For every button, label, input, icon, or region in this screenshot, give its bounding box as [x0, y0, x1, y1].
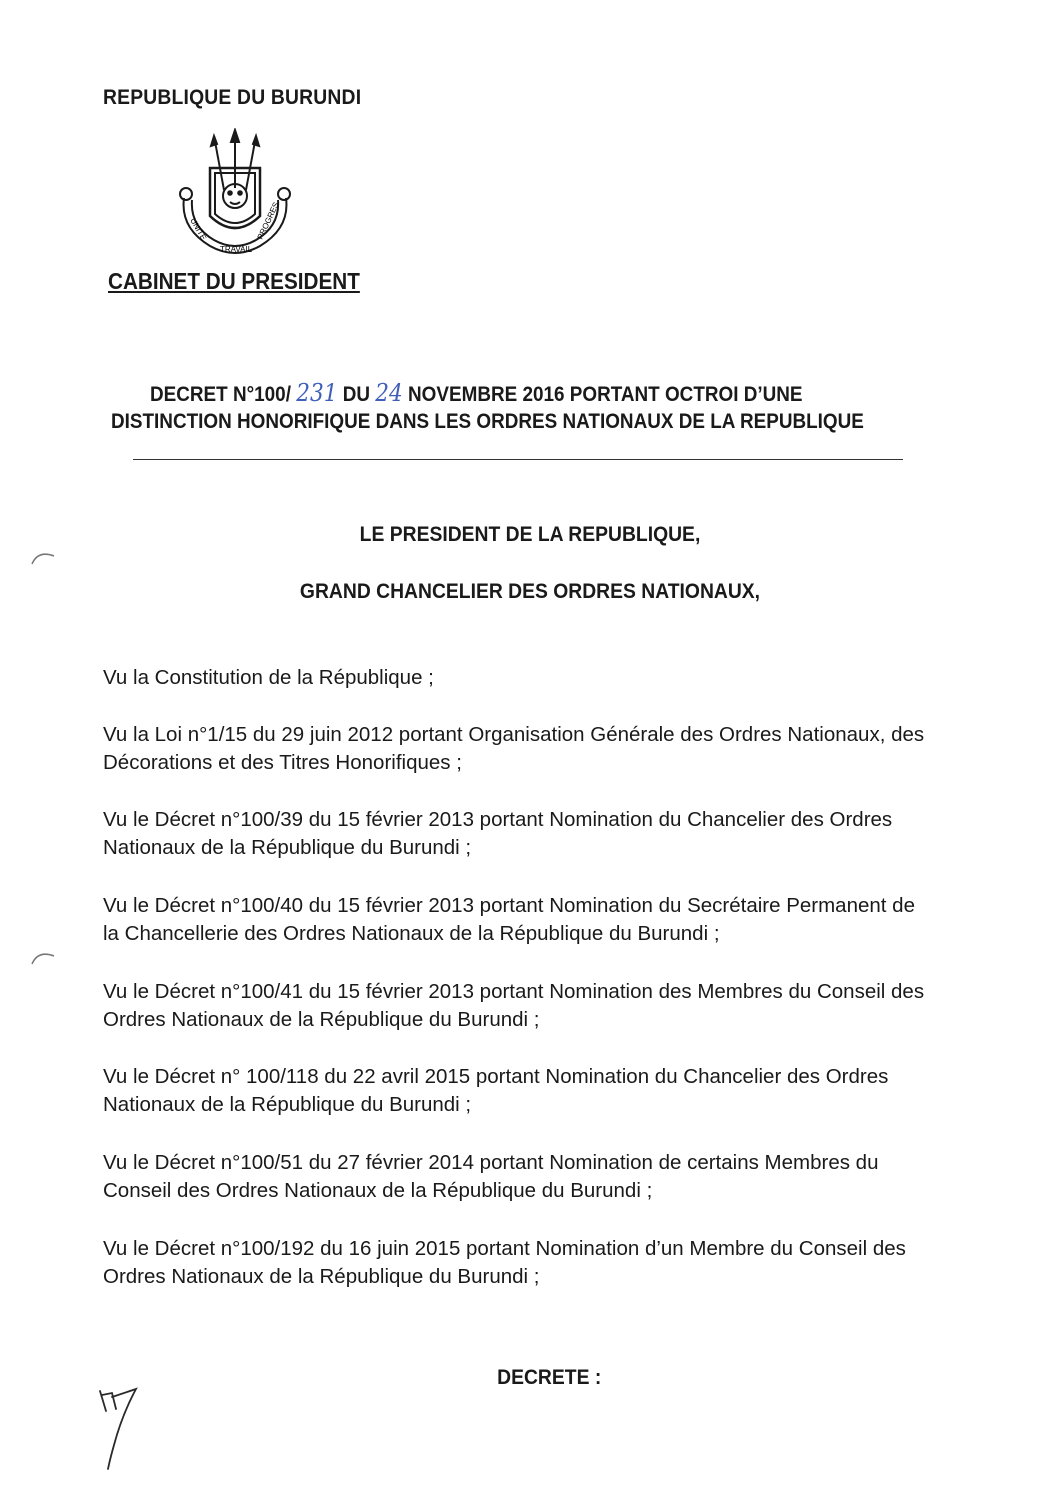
- decree-title-du: DU: [342, 383, 371, 406]
- coat-of-arms-emblem: [170, 128, 300, 270]
- consideration-line: Nationaux de la République du Burundi ;: [103, 836, 472, 859]
- title-divider: [133, 459, 903, 460]
- consideration-line: Vu le Décret n°100/51 du 27 février 2014 portant Nomination de certains Membres du: [103, 1151, 879, 1174]
- consideration-line: Vu le Décret n°100/192 du 16 juin 2015 portant Nomination d’un Membre du Conseil des: [103, 1237, 906, 1260]
- authority-line-2: GRAND CHANCELIER DES ORDRES NATIONAUX,: [299, 580, 761, 603]
- decree-title-line-1: [150, 379, 803, 407]
- consideration-paragraph: [103, 978, 943, 1034]
- emblem-motto-left: UNITE: [188, 216, 209, 242]
- consideration-line: Décorations et des Titres Honorifiques ;: [103, 751, 462, 774]
- consideration-paragraph: [103, 806, 943, 862]
- consideration-line: Vu la Constitution de la République ;: [103, 666, 434, 689]
- consideration-line: Vu le Décret n° 100/118 du 22 avril 2015 portant Nomination du Chancelier des Ordres: [103, 1065, 889, 1088]
- consideration-line: Conseil des Ordres Nationaux de la République du Burundi ;: [103, 1179, 653, 1202]
- decree-day-handwritten: 24: [375, 379, 403, 407]
- consideration-paragraph: [103, 1063, 943, 1119]
- country-header: REPUBLIQUE DU BURUNDI: [103, 86, 362, 109]
- punch-hole-mark: [30, 548, 56, 568]
- consideration-line: Ordres Nationaux de la République du Burundi ;: [103, 1008, 540, 1031]
- decrete-heading: DECRETE :: [497, 1366, 602, 1389]
- emblem-motto-center: TRAVAIL: [220, 245, 253, 254]
- consideration-line: Vu le Décret n°100/41 du 15 février 2013 portant Nomination des Membres du Conseil des: [103, 980, 925, 1003]
- authority-line-1: LE PRESIDENT DE LA REPUBLIQUE,: [359, 523, 701, 546]
- consideration-paragraph: [103, 892, 943, 948]
- consideration-line: la Chancellerie des Ordres Nationaux de la République du Burundi ;: [103, 922, 720, 945]
- punch-hole-mark: [30, 948, 56, 968]
- emblem-motto-right: PROGRES: [255, 200, 281, 241]
- consideration-line: Vu le Décret n°100/40 du 15 février 2013 portant Nomination du Secrétaire Permanent de: [103, 894, 915, 917]
- consideration-line: Nationaux de la République du Burundi ;: [103, 1093, 472, 1116]
- cabinet-heading: CABINET DU PRESIDENT: [108, 268, 360, 294]
- decree-title-line-2: DISTINCTION HONORIFIQUE DANS LES ORDRES NATIONAUX DE LA REPUBLIQUE: [111, 410, 864, 433]
- decree-title-prefix: DECRET N°100/: [150, 383, 291, 406]
- consideration-paragraph: [103, 1235, 943, 1291]
- decree-title-suffix: NOVEMBRE 2016 PORTANT OCTROI D’UNE: [408, 383, 803, 406]
- decree-number-handwritten: 231: [296, 379, 338, 407]
- consideration-paragraph: [103, 721, 943, 777]
- consideration-paragraph: [103, 1149, 943, 1205]
- consideration-line: Ordres Nationaux de la République du Burundi ;: [103, 1265, 540, 1288]
- consideration-paragraph: [103, 664, 943, 692]
- handwritten-initial-signature: [96, 1385, 152, 1471]
- consideration-line: Vu la Loi n°1/15 du 29 juin 2012 portant Organisation Générale des Ordres Nationaux, des: [103, 723, 925, 746]
- consideration-line: Vu le Décret n°100/39 du 15 février 2013 portant Nomination du Chancelier des Ordres: [103, 808, 893, 831]
